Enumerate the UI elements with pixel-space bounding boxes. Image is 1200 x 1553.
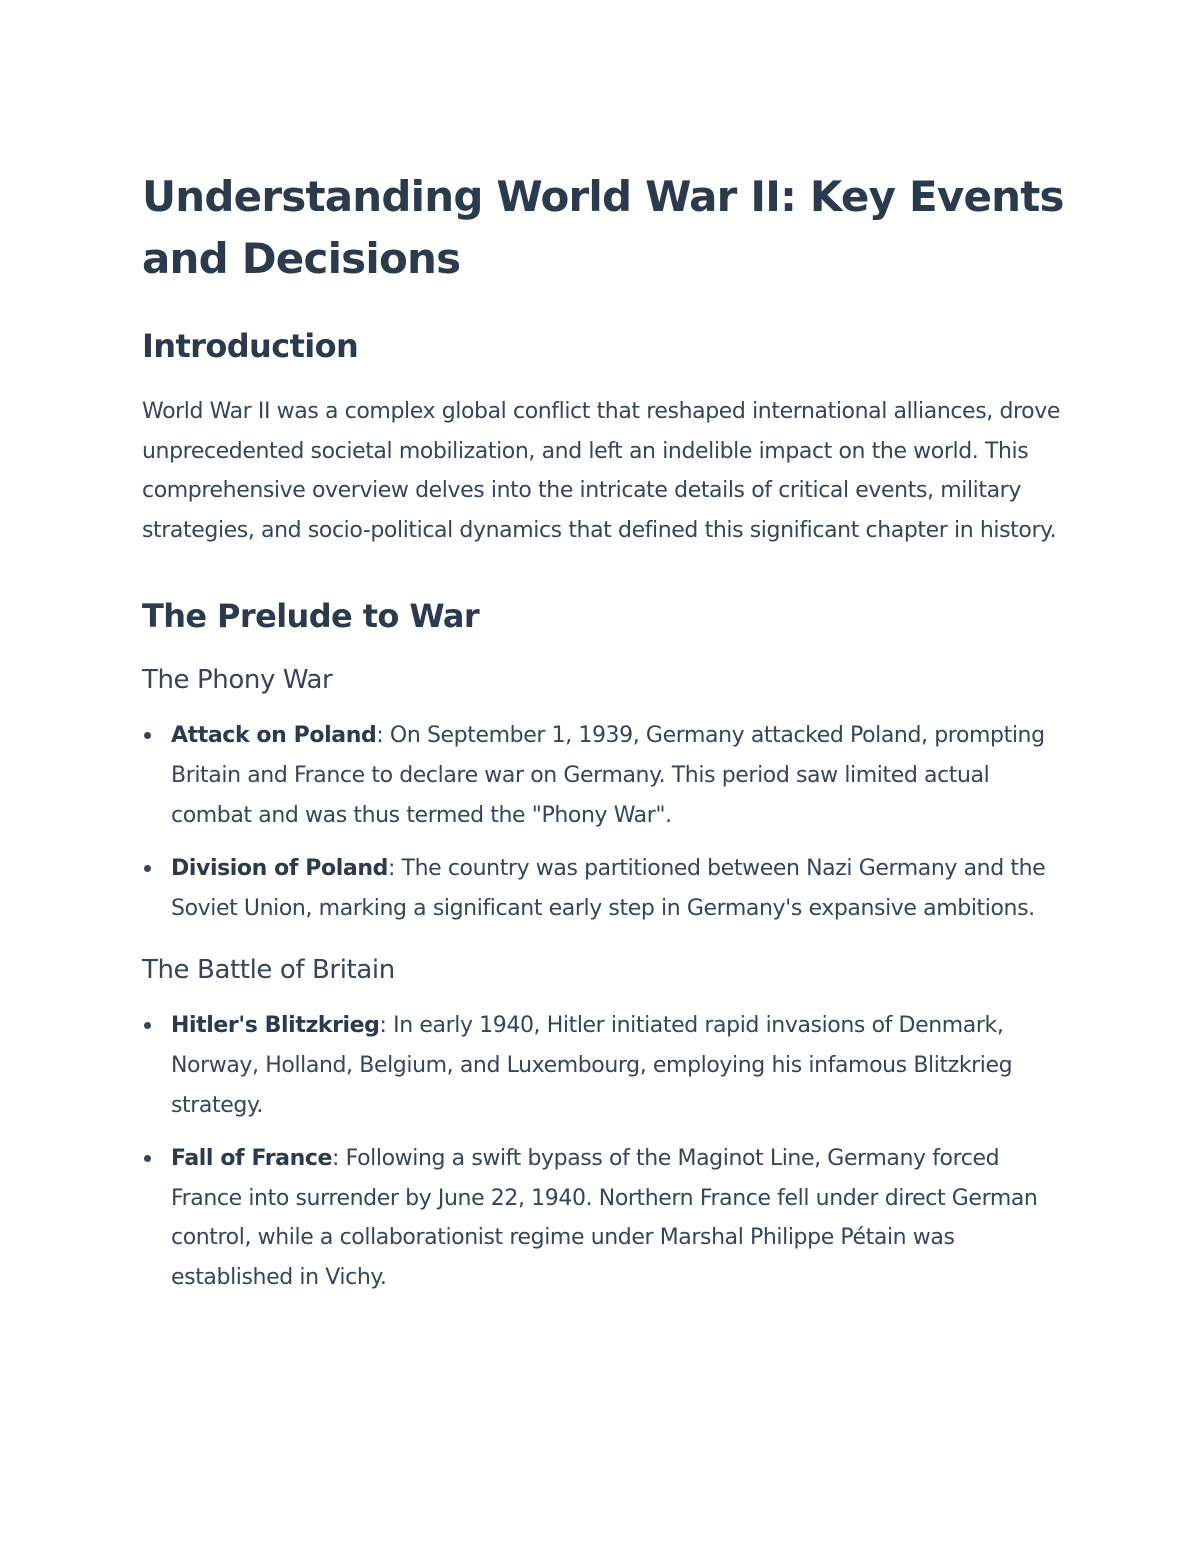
list-item [142,1006,1072,1125]
list-item-term: Hitler's Blitzkrieg [171,1013,380,1039]
list-item-term: Division of Poland [171,856,388,882]
bullet-icon [144,1022,151,1029]
list-item [142,1139,1072,1297]
list-item [142,716,1072,835]
list-item-text: : The country was partitioned between Nazi Germany and the Soviet Union, marking a significant early step in Germany's expansive ambitions. [171,856,1046,921]
list-item-term: Attack on Poland [171,723,377,749]
phony-war-list [142,716,1072,928]
list-item-text: : In early 1940, Hitler initiated rapid invasions of Denmark, Norway, Holland, Belgium, and Luxembourg, employing his infamous Blitzkrieg strategy. [171,1013,1013,1118]
list-item [142,849,1072,928]
section-heading-introduction: Introduction [142,327,359,365]
subsection-heading-phony-war: The Phony War [142,665,333,696]
bullet-icon [144,1155,151,1162]
list-item-text: : Following a swift bypass of the Maginot Line, Germany forced France into surrender by June 22, 1940. Northern France fell under direct German control, while a collaborationist regime under Marshal Philippe Pétain was established in Vichy. [171,1146,1038,1290]
document-title: Understanding World War II: Key Events and Decisions [142,172,1064,283]
subsection-heading-battle-of-britain: The Battle of Britain [142,955,395,986]
document-page [142,166,1072,1312]
list-item-term: Fall of France [171,1146,333,1172]
bullet-icon [144,732,151,739]
list-item-text: : On September 1, 1939, Germany attacked Poland, prompting Britain and France to declare war on Germany. This period saw limited actual combat and was thus termed the "Phony War". [171,723,1045,828]
bullet-icon [144,865,151,872]
section-heading-prelude: The Prelude to War [142,597,480,636]
introduction-paragraph: World War II was a complex global conflict that reshaped international alliances, drove unprecedented societal mobilization, and left an indelible impact on the world. This comprehensive overview delves into the intricate details of critical events, military strategies, and socio-political dynamics that defined this significant chapter in history. [142,399,1060,543]
battle-of-britain-list [142,1006,1072,1297]
